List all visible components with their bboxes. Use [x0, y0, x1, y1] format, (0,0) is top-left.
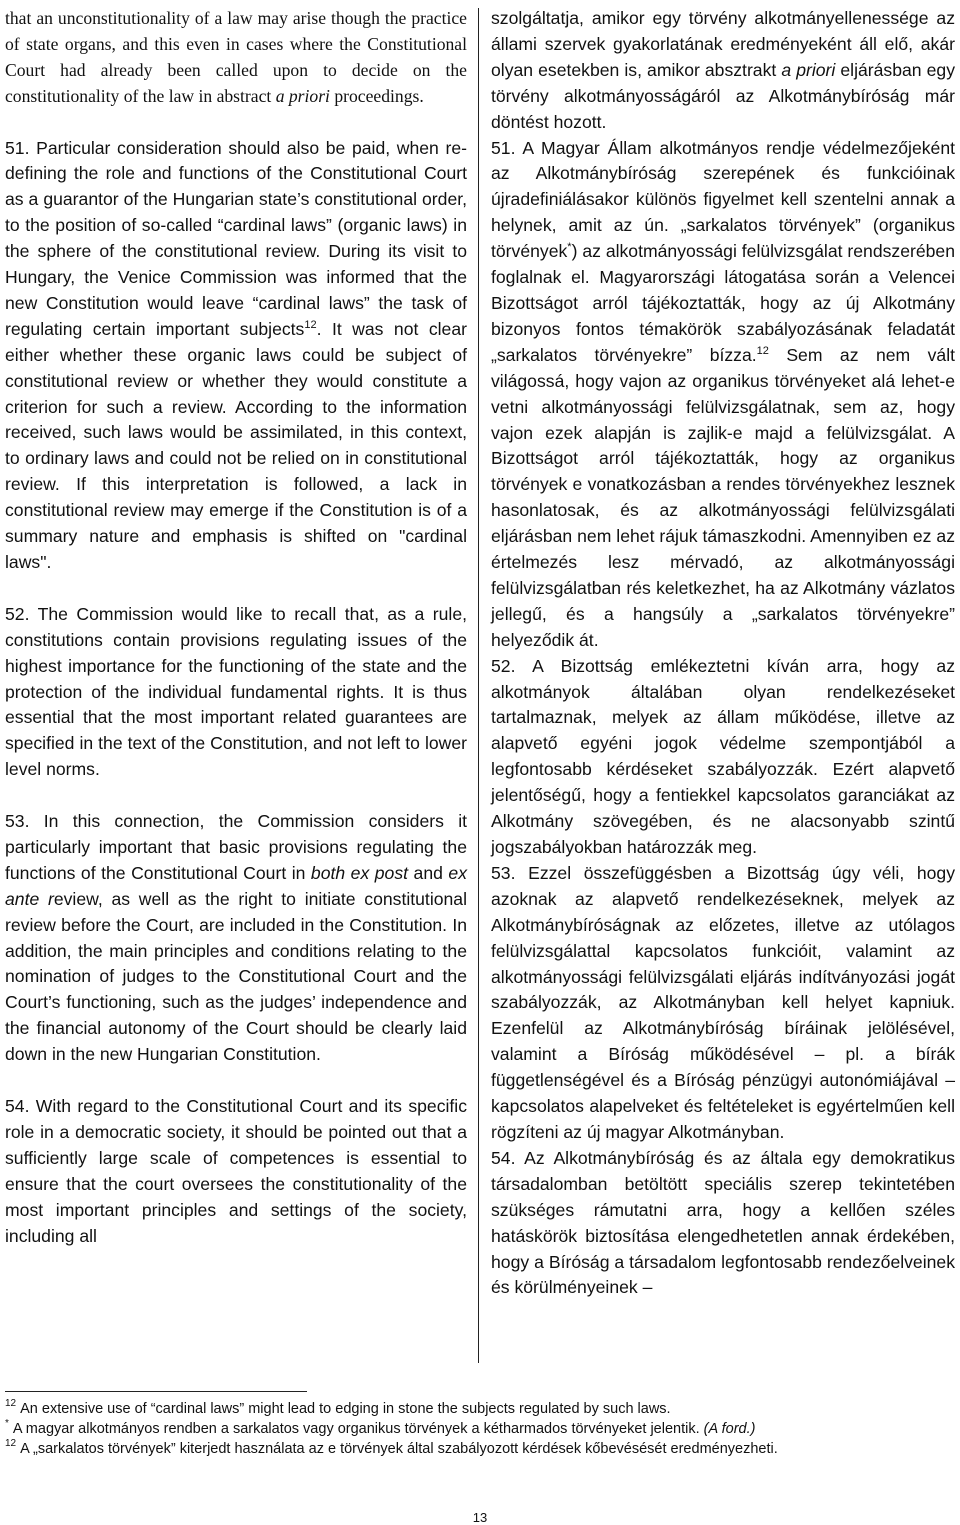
footnote-separator: [5, 1391, 307, 1392]
bekezdes-54: 54. Az Alkotmánybíróság és az általa egy demokratikus társadalomban betöltött speciális szerep tekintetében szükséges rámutatni arra, hogy a kellően széles hatáskörök biztosítása elengedhetetlen annak érdekében, hogy a Bíróság a társadalom legfontosabb rendezőelveinek és körülményeinek –: [491, 1147, 955, 1298]
footnote-12-english: $^{12}$ An extensive use of “cardinal laws” might lead to edging in stone the subjects regulated by such laws.: [5, 1398, 671, 1417]
footnote-translator: * A magyar alkotmányos rendben a sarkalatos vagy organikus törvények a kétharmados törvényeket jelentik. (A ford.): [5, 1418, 756, 1437]
paragraph-51: 51. Particular consideration should also be paid, when re-defining the role and functions of the Constitutional Court as a guarantor of the Hungarian state’s constitutional order, to the position of so-called “cardinal laws” (organic laws) in the sphere of the constitutional review. During its visit to Hungary, the Venice Commission was informed that the new Constitution would leave “cardinal laws” the task of regulating certain important subjects$^{12}$. It was not clear either whether these organic laws could be subject of constitutional review or whether they would constitute a criterion for such a review. According to the information received, such laws would be assimilated, in this context, to ordinary laws and could not be relied on in constitutional review. If this interpretation is followed, a lack in constitutional review may emerge if the Constitution is of a summary nature and emphasis is shifted on "cardinal laws".: [5, 137, 467, 573]
paragraph-54: 54. With regard to the Constitutional Court and its specific role in a democratic society, it should be pointed out that a sufficiently large scale of competences is essential to ensure that the court oversees the constitutionality of the most important principles and settings of the society, including all: [5, 1096, 467, 1246]
english-column: [5, 6, 467, 1249]
bekezdes-53: 53. Ezzel összefüggésben a Bizottság úgy véli, hogy azoknak az alapvető rendelkezéseknek, melyek az Alkotmánybíróságnak az előzetes, illetve az utólagos felülvizsgálattal kapcsolatos funkcióit, valamint az alkotmányossági felülvizsgálati eljárás indítványozási jogát szabályozzák, az Alkotmányban kell helyet kapniuk. Ezenfelül az Alkotmánybíróság bíráinak jelölésével, valamint a Bíróság működésével – pl. a bírák függetlenségével és a Bíróság pénzügyi autonómiájával – kapcsolatos alapelveket és feltételeket is egyértelműen kell rögzíteni az új magyar Alkotmányban.: [491, 862, 955, 1142]
footnote-ref-12: 12: [304, 318, 317, 331]
column-divider: [478, 8, 479, 1363]
footnote-ref-star: *: [567, 241, 572, 254]
footnote-ref-12: 12: [756, 344, 769, 357]
bekezdes-51: 51. A Magyar Állam alkotmányos rendje védelmezőjeként az Alkotmánybíróság szerepének és funkcióinak újradefiniálásakor különös figyelmet kell szentelni annak a helynek, amit az ún. „sarkalatos törvények” (organikus törvények*) az alkotmányossági felülvizsgálat rendszerében foglalnak el. Magyarországi látogatása során a Velencei Bizottságot arról tájékoztatták, hogy az új Alkotmány bizonyos fontos témakörök szabályozásának feladatát „sarkalatos törvényekre” bízza.$^{12}$ Sem az nem vált világossá, hogy vajon az organikus törvényeket alá lehet-e vetni alkotmányossági felülvizsgálatnak, sem az, hogy vajon ezek alapján is zajlik-e majd a felülvizsgálat. A Bizottságot arról tájékoztatták, hogy az organikus törvények e vonatkozásban a rendes törvényekhez lesznek hasonlatosak, és az alkotmányossági felülvizsgálati eljárásban nem lehet rájuk támaszkodni. Amennyiben ez az értelmezés lesz mérvadó, az alkotmányossági felülvizsgálatban rés keletkezhet, ha az Alkotmány vázlatos jellegű, és a hangsúly a „sarkalatos törvényekre” helyeződik át.: [491, 137, 955, 650]
hungarian-column: [491, 6, 955, 1301]
paragraph-53: 53. In this connection, the Commission considers it particularly important that basic provisions regulating the functions of the Constitutional Court in both ex post and ex ante review, as well as the right to initiate constitutional review before the Court, are included in the Constitution. In addition, the main principles and conditions relating to the nomination of judges to the Constitutional Court and the Court’s functioning, such as the judges’ independence and the financial autonomy of the Court should be clearly laid down in the new Hungarian Constitution.: [5, 811, 467, 1065]
bekezdes-52: 52. A Bizottság emlékeztetni kíván arra, hogy az alkotmányok általában olyan rendelkezéseket tartalmaznak, melyek az állam működése, illetve az alapvető egyéni jogok védelme szempontjából a legfontosabb kérdéseket szabályozzák. Ezért alapvető jelentőségű, hogy a fentiekkel kapcsolatos garanciákat az Alkotmány szövegében, és ne alacsonyabb szintű jogszabályokban határozzák meg.: [491, 655, 955, 857]
footnotes: [5, 1399, 950, 1459]
bekezdes-50-folytatas: szolgáltatja, amikor egy törvény alkotmányellenessége az állami szervek gyakorlatának eredményeként áll elő, akár olyan esetekben is, amikor absztrakt a priori eljárásban egy törvény alkotmányosságáról az Alkotmánybíróság már döntést hozott.: [491, 8, 955, 132]
page-number: 13: [472, 1510, 488, 1525]
paragraph-50-continued: that an unconstitutionality of a law may arise though the practice of state organs, and this even in cases where the Constitutional Court had already been called upon to decide on the constitutionality of the law in abstract a priori proceedings.: [5, 8, 467, 106]
paragraph-52: 52. The Commission would like to recall that, as a rule, constitutions contain provisions regulating issues of the highest importance for the functioning of the state and the protection of the individual fundamental rights. It is thus essential that the most important related guarantees are specified in the text of the Constitution, and not left to lower level norms.: [5, 603, 467, 780]
footnote-12-hungarian: $^{12}$ A „sarkalatos törvények” kiterjedt használata az e törvények által szabályozott kérdések kőbevésését eredményezheti.: [5, 1438, 778, 1457]
